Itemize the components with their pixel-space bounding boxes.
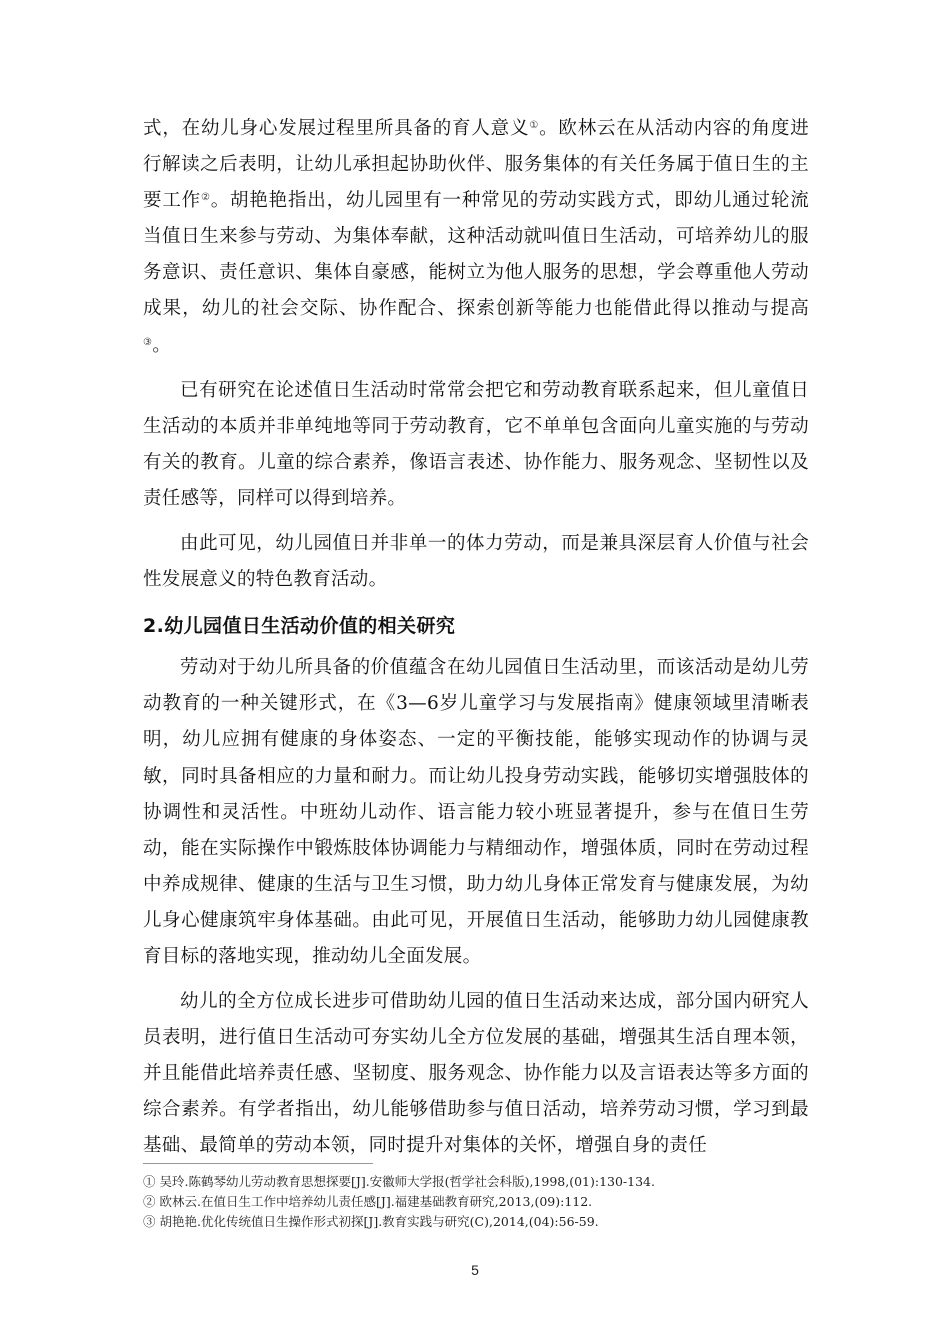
paragraph-1 bbox=[143, 111, 809, 364]
footnote-ref-1[interactable]: ① bbox=[529, 120, 540, 131]
footnote-1: ① 吴玲.陈鹤琴幼儿劳动教育思想探要[J].安徽师大学报(哲学社会科版),1998,(01):130-134. bbox=[143, 1174, 655, 1189]
footnote-ref-3[interactable]: ③ bbox=[143, 336, 153, 348]
paragraph-1-text-b: 。欧林云在从活动内容的角度进行解读之后表明，让幼儿承担起协助伙伴、服务集体的有关任务属于值日生的主要工作 bbox=[143, 118, 809, 212]
footnote-divider bbox=[143, 1163, 373, 1164]
section-heading: 2.幼儿园值日生活动价值的相关研究 bbox=[143, 615, 456, 638]
paragraph-1-text-d: 。 bbox=[152, 334, 172, 356]
footnote-ref-2[interactable]: ② bbox=[200, 192, 211, 204]
footnote-2: ② 欧林云.在值日生工作中培养幼儿责任感[J].福建基础教育研究,2013,(09):112. bbox=[143, 1194, 593, 1209]
footnote-3: ③ 胡艳艳.优化传统值日生操作形式初探[J].教育实践与研究(C),2014,(04):56-59. bbox=[143, 1214, 599, 1229]
paragraph-2: 已有研究在论述值日生活动时常常会把它和劳动教育联系起来，但儿童值日生活动的本质并非单纯地等同于劳动教育，它不单单包含面向儿童实施的与劳动有关的教育。儿童的综合素养，像语言表述、协作能力、服务观念、坚韧性以及责任感等，同样可以得到培养。 bbox=[143, 379, 809, 509]
body-text bbox=[143, 111, 809, 1165]
footnotes bbox=[143, 1172, 809, 1232]
paragraph-1-text-c: 。胡艳艳指出，幼儿园里有一种常见的劳动实践方式，即幼儿通过轮流当值日生来参与劳动、为集体奉献，这种活动就叫值日生活动，可培养幼儿的服务意识、责任意识、集体自豪感，能树立为他人服务的思想，学会尊重他人劳动成果，幼儿的社会交际、协作配合、探索创新等能力也能借此得以推动与提高 bbox=[143, 190, 809, 320]
paragraph-3: 由此可见，幼儿园值日并非单一的体力劳动，而是兼具深层育人价值与社会性发展意义的特色教育活动。 bbox=[143, 533, 809, 591]
page-number: 5 bbox=[471, 1262, 479, 1278]
paragraph-5: 幼儿的全方位成长进步可借助幼儿园的值日生活动来达成，部分国内研究人员表明，进行值日生活动可夯实幼儿全方位发展的基础，增强其生活自理本领，并且能借此培养责任感、坚韧度、服务观念、协作能力以及言语表达等多方面的综合素养。有学者指出，幼儿能够借助参与值日活动，培养劳动习惯，学习到最基础、最简单的劳动本领，同时提升对集体的关怀，增强自身的责任 bbox=[143, 991, 809, 1157]
paragraph-4: 劳动对于幼儿所具备的价值蕴含在幼儿园值日生活动里，而该活动是幼儿劳动教育的一种关键形式，在《3—6岁儿童学习与发展指南》健康领域里清晰表明，幼儿应拥有健康的身体姿态、一定的平衡技能，能够实现动作的协调与灵敏，同时具备相应的力量和耐力。而让幼儿投身劳动实践，能够切实增强肢体的协调性和灵活性。中班幼儿动作、语言能力较小班显著提升，参与在值日生劳动，能在实际操作中锻炼肢体协调能力与精细动作，增强体质，同时在劳动过程中养成规律、健康的生活与卫生习惯，助力幼儿身体正常发育与健康发展，为幼儿身心健康筑牢身体基础。由此可见，开展值日生活动，能够助力幼儿园健康教育目标的落地实现，推动幼儿全面发展。 bbox=[143, 657, 809, 967]
paragraph-1-text-a: 式，在幼儿身心发展过程里所具备的育人意义 bbox=[143, 118, 530, 139]
